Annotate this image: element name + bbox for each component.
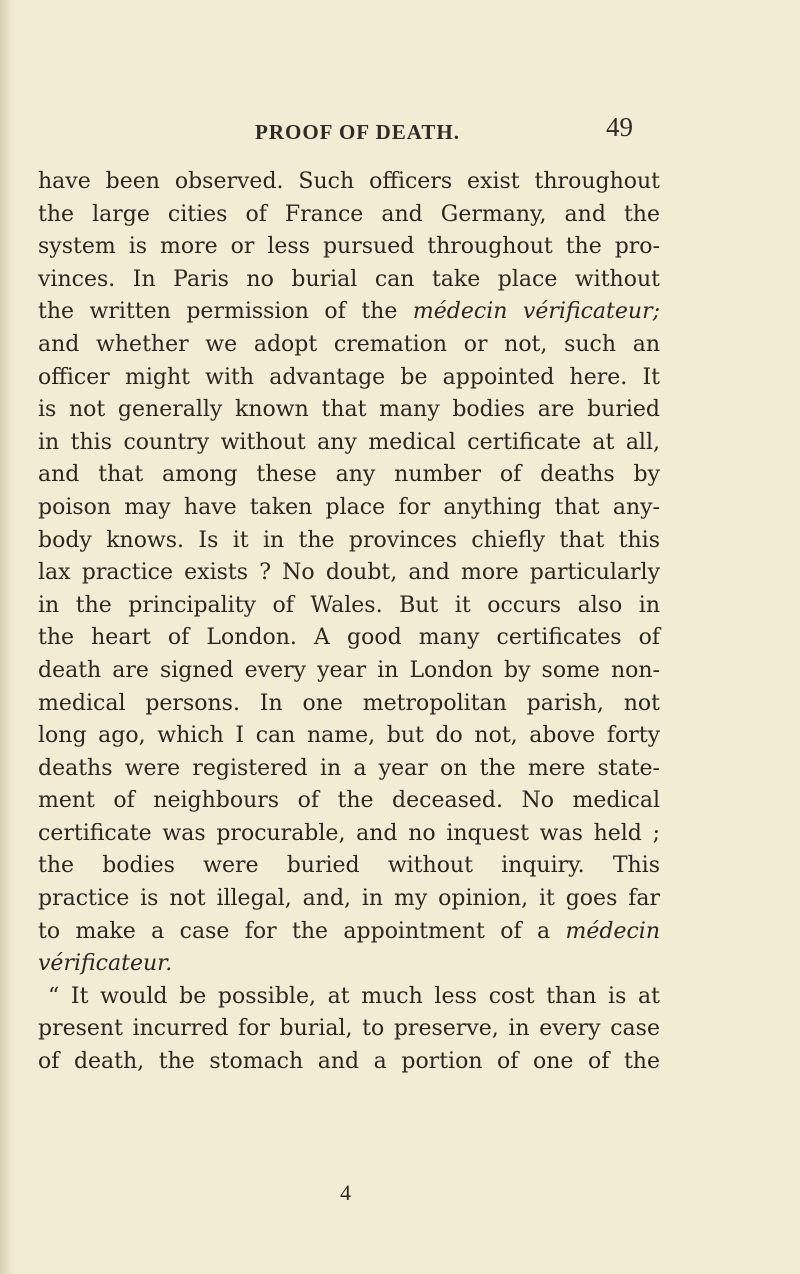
- italic-term: médecin vérificateur;: [412, 299, 660, 325]
- text-line: certificate was procurable, and no inquest was held ;: [38, 820, 660, 846]
- text-line: death are signed every year in London by some non-: [38, 657, 660, 683]
- text-line: the bodies were buried without inquiry. This: [38, 853, 660, 879]
- text-line: [38, 296, 660, 329]
- italic-term: médecin: [565, 918, 660, 944]
- text-line: poison may have taken place for anything that any-: [38, 494, 660, 520]
- text-line: in the principality of Wales. But it occurs also in: [38, 592, 660, 618]
- body-text: [38, 166, 660, 1079]
- signature-mark: 4: [340, 1180, 351, 1205]
- text-line: the heart of London. A good many certificates of: [38, 625, 660, 651]
- text-line: system is more or less pursued throughout the pro-: [38, 234, 660, 260]
- text-line: in this country without any medical certificate at all,: [38, 429, 660, 455]
- text-line: “ It would be possible, at much less cost than is at: [48, 983, 660, 1009]
- text-line: and that among these any number of deaths by: [38, 462, 660, 488]
- text-line: [38, 948, 660, 981]
- text-line: deaths were registered in a year on the mere state-: [38, 755, 660, 781]
- text-line: long ago, which I can name, but do not, above forty: [38, 723, 660, 749]
- text-line: the large cities of France and Germany, and the: [38, 201, 660, 227]
- text-line: officer might with advantage be appointed here. It: [38, 364, 660, 390]
- text-line: practice is not illegal, and, in my opinion, it goes far: [38, 886, 660, 912]
- text-line: have been observed. Such officers exist throughout: [38, 169, 660, 194]
- text-line: vinces. In Paris no burial can take place without: [38, 266, 660, 292]
- text-line: body knows. Is it in the provinces chiefly that this: [38, 527, 660, 553]
- text-segment: the written permission of the: [38, 299, 413, 325]
- page-header: [0, 108, 800, 148]
- text-line: [38, 916, 660, 949]
- page-number: 49: [606, 112, 633, 142]
- text-line: is not generally known that many bodies are buried: [38, 397, 660, 423]
- running-head: PROOF OF DEATH.: [255, 120, 460, 144]
- text-line: and whether we adopt cremation or not, such an: [38, 331, 660, 357]
- text-line: of death, the stomach and a portion of one of the: [38, 1049, 660, 1075]
- text-line: ment of neighbours of the deceased. No medical: [38, 788, 660, 814]
- text-segment: to make a case for the appointment of a: [38, 918, 566, 944]
- text-line: present incurred for burial, to preserve, in every case: [38, 1016, 660, 1042]
- text-line: medical persons. In one metropolitan parish, not: [38, 690, 660, 716]
- text-line: lax practice exists ? No doubt, and more particularly: [38, 560, 660, 586]
- italic-term: vérificateur.: [38, 951, 173, 977]
